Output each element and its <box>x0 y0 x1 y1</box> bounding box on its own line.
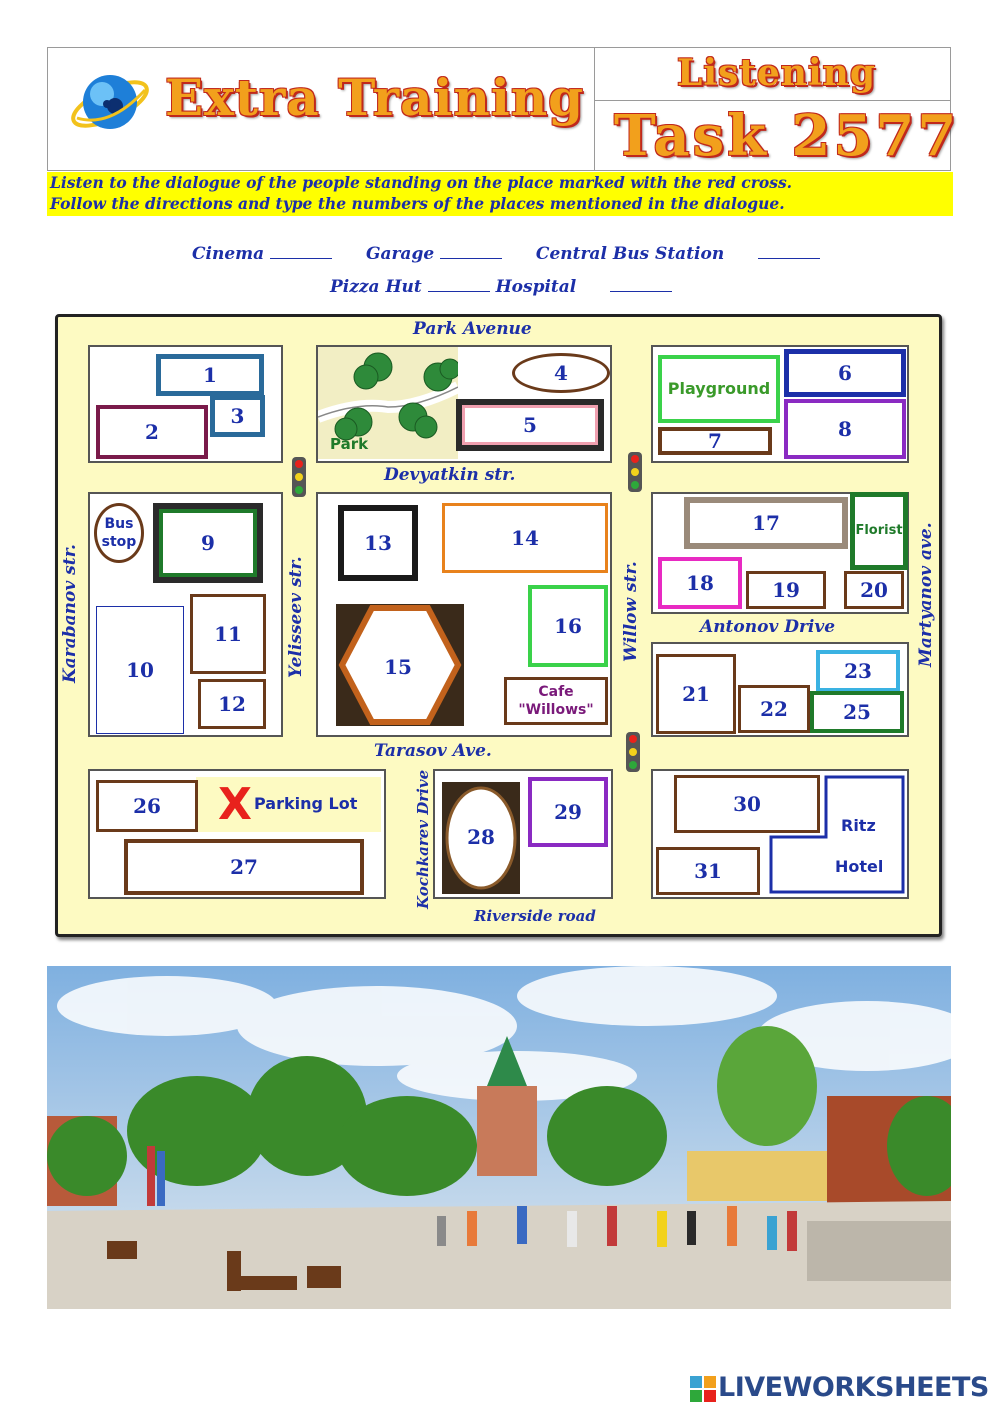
instructions-banner <box>47 172 953 216</box>
place-28: 28 <box>467 825 495 849</box>
place-22: 22 <box>738 685 810 733</box>
place-6: 6 <box>784 349 906 397</box>
answer-input[interactable] <box>428 277 490 292</box>
parking-lot-label: Parking Lot <box>254 794 358 813</box>
question-label: Cinema <box>192 244 265 264</box>
answer-input[interactable] <box>440 244 502 259</box>
place-9: 9 <box>153 503 263 583</box>
place-1: 1 <box>156 354 264 396</box>
place-16: 16 <box>528 585 608 667</box>
place-14: 14 <box>442 503 608 573</box>
cafe-label: "Willows" <box>518 702 594 718</box>
question-label: Hospital <box>495 277 577 297</box>
place-7: 7 <box>658 427 772 455</box>
task-number: Task 2577 <box>614 103 960 169</box>
place-26: 26 <box>96 780 198 832</box>
street-label: Park Avenue <box>413 319 532 339</box>
place-15: 15 <box>384 655 412 679</box>
street-label: Willow str. <box>621 561 641 662</box>
street-label: Riverside road <box>474 907 596 925</box>
hotel-label: Hotel <box>835 857 884 876</box>
traffic-light-icon <box>292 457 306 497</box>
street-label: Kochkarev Drive <box>414 769 432 909</box>
town-square-photo <box>47 966 951 1309</box>
place-18: 18 <box>658 557 742 609</box>
bus-stop-label: stop <box>101 534 137 550</box>
header-divider <box>594 47 595 171</box>
liveworksheets-logo-icon <box>690 1376 716 1402</box>
place-31: 31 <box>656 847 760 895</box>
place-2: 2 <box>96 405 208 459</box>
place-10: 10 <box>96 606 184 734</box>
footer-brand[interactable] <box>718 1372 989 1403</box>
place-30: 30 <box>674 775 820 833</box>
section-label: Listening <box>677 52 876 94</box>
question-row <box>192 244 820 264</box>
question-label: Central Bus Station <box>535 244 725 264</box>
park-label: Park <box>330 435 369 453</box>
place-11: 11 <box>190 594 266 674</box>
cafe-label: Cafe <box>538 684 574 700</box>
place-25: 25 <box>810 691 904 733</box>
cafe-willows <box>504 677 608 725</box>
place-8: 8 <box>784 399 906 459</box>
street-label: Antonov Drive <box>700 617 836 637</box>
place-5: 5 <box>456 399 604 451</box>
place-playground: Playground <box>658 355 780 423</box>
question-row <box>330 277 672 297</box>
town-map <box>55 314 942 937</box>
globe-logo-icon <box>65 66 155 140</box>
question-label: Pizza Hut <box>330 277 422 297</box>
street-label: Karabanov str. <box>60 544 80 683</box>
answer-input[interactable] <box>758 244 820 259</box>
bus-stop <box>94 503 144 563</box>
place-27: 27 <box>124 839 364 895</box>
place-23: 23 <box>816 650 900 692</box>
bus-stop-label: Bus <box>104 516 134 532</box>
street-label: Devyatkin str. <box>384 465 516 485</box>
place-3: 3 <box>210 395 265 437</box>
place-19: 19 <box>746 571 826 609</box>
traffic-light-icon <box>628 452 642 492</box>
instruction-line: Listen to the dialogue of the people standing on the place marked with the red cross. <box>50 173 793 192</box>
ritz-label: Ritz <box>841 816 876 835</box>
answer-input[interactable] <box>610 277 672 292</box>
red-cross-marker: X <box>218 779 252 830</box>
street-label: Tarasov Ave. <box>374 741 492 761</box>
place-17: 17 <box>684 497 848 549</box>
page-title: Extra Training <box>165 68 585 127</box>
brand-text: LIVEWORKSHEETS <box>718 1372 989 1403</box>
place-florist: Florist <box>850 492 908 570</box>
header-divider <box>594 100 951 101</box>
place-29: 29 <box>528 777 608 847</box>
place-21: 21 <box>656 654 736 734</box>
place-12: 12 <box>198 679 266 729</box>
answer-input[interactable] <box>270 244 332 259</box>
question-label: Garage <box>365 244 435 264</box>
place-20: 20 <box>844 571 904 609</box>
traffic-light-icon <box>626 732 640 772</box>
street-label: Yelisseev str. <box>286 556 306 678</box>
instruction-line: Follow the directions and type the numbers of the places mentioned in the dialogue. <box>50 194 785 213</box>
place-4: 4 <box>512 353 610 393</box>
ritz-hotel-building <box>768 775 906 895</box>
street-label: Martyanov ave. <box>916 522 936 667</box>
place-13: 13 <box>338 505 418 581</box>
